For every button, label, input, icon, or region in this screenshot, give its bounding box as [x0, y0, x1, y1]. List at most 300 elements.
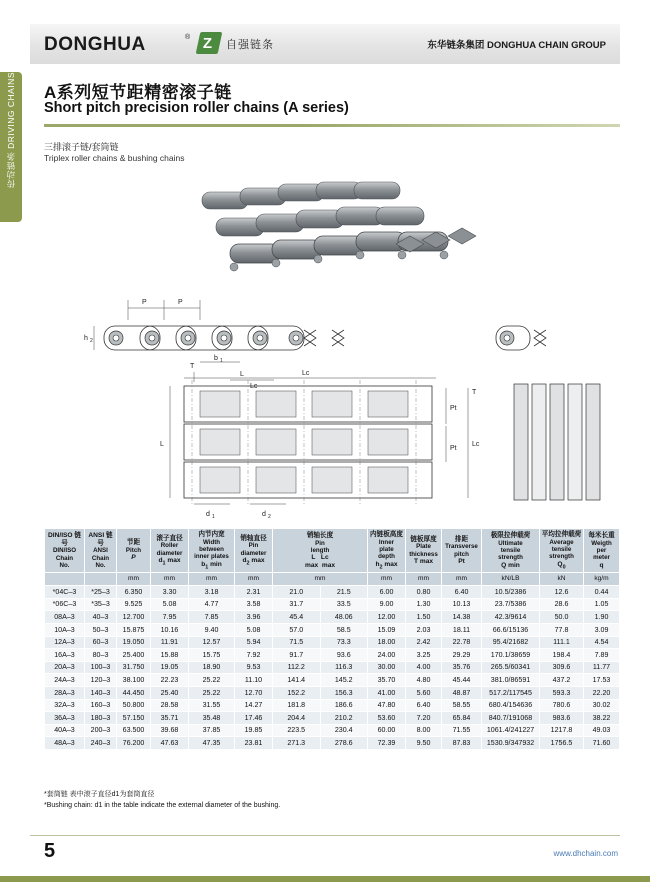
table-cell: 3.96 — [235, 611, 273, 624]
chain-illustration-svg — [44, 168, 620, 520]
table-cell: 77.8 — [540, 623, 584, 636]
footer-divider — [30, 835, 620, 836]
col-head-plate-depth-sym: $h_2$ max — [375, 560, 398, 571]
side-tab-label: 传动链条 DRIVING CHAINS — [6, 72, 16, 188]
svg-text:1: 1 — [220, 358, 223, 364]
col-head-weight-cn: 每米长重 — [588, 531, 615, 539]
table-cell: *25–3 — [85, 586, 117, 599]
table-cell: 17.46 — [235, 712, 273, 725]
table-cell: 9.53 — [235, 661, 273, 674]
table-cell: 1.05 — [584, 598, 620, 611]
table-cell: 200–3 — [85, 724, 117, 737]
table-cell: 1.90 — [584, 611, 620, 624]
table-cell: 840.7/191068 — [482, 712, 540, 725]
table-cell: 271.3 — [273, 737, 321, 750]
table-cell: *35–3 — [85, 598, 117, 611]
table-cell: 36A–3 — [45, 712, 85, 725]
table-row — [45, 699, 620, 712]
footer-accent-bar — [0, 876, 650, 882]
table-cell: 15.875 — [117, 623, 151, 636]
table-cell: 76.200 — [117, 737, 151, 750]
table-cell: 6.00 — [368, 586, 406, 599]
col-head-transverse-pitch-cn: 排距 — [454, 535, 469, 543]
table-cell: 9.525 — [117, 598, 151, 611]
table-cell: 12.00 — [368, 611, 406, 624]
table-cell: 1.50 — [406, 611, 442, 624]
table-cell: 25.40 — [151, 686, 189, 699]
table-cell: 181.8 — [273, 699, 321, 712]
table-cell: 7.89 — [584, 649, 620, 662]
table-cell: 4.00 — [406, 661, 442, 674]
table-row — [45, 649, 620, 662]
table-cell: 5.60 — [406, 686, 442, 699]
table-notes — [44, 790, 280, 811]
svg-text:d: d — [262, 511, 266, 518]
table-cell: 22.78 — [442, 636, 482, 649]
table-cell: 160–3 — [85, 699, 117, 712]
table-cell: 21.5 — [320, 586, 368, 599]
table-cell: 6.40 — [406, 699, 442, 712]
table-cell: 15.09 — [368, 623, 406, 636]
table-cell: 230.4 — [320, 724, 368, 737]
table-row — [45, 712, 620, 725]
table-cell: 22.23 — [151, 674, 189, 687]
brand-name: DONGHUA — [44, 34, 146, 55]
table-cell: 278.6 — [320, 737, 368, 750]
table-cell: 12.70 — [235, 686, 273, 699]
table-cell: 517.2/117545 — [482, 686, 540, 699]
table-cell: 116.3 — [320, 661, 368, 674]
table-cell: 08A–3 — [45, 611, 85, 624]
table-header-row-1 — [45, 529, 620, 573]
unit-pin-diameter: mm — [235, 573, 273, 586]
col-head-pin-length-sym: L Lc max max — [304, 554, 336, 569]
col-head-roller-diameter-sym: $d_1$ max — [158, 557, 181, 567]
page-header — [30, 24, 620, 64]
svg-text:Lc: Lc — [302, 370, 310, 377]
table-cell: 381.0/86591 — [482, 674, 540, 687]
table-cell: 47.35 — [189, 737, 235, 750]
svg-text:Lc: Lc — [250, 383, 258, 390]
subtitle-en: Triplex roller chains & bushing chains — [44, 153, 185, 163]
unit-roller-diameter: mm — [151, 573, 189, 586]
table-cell: 9.40 — [189, 623, 235, 636]
table-cell: 3.09 — [584, 623, 620, 636]
svg-text:T: T — [472, 389, 477, 396]
table-cell: 0.80 — [406, 586, 442, 599]
table-cell: 93.6 — [320, 649, 368, 662]
table-cell: 780.6 — [540, 699, 584, 712]
table-cell: 32A–3 — [45, 699, 85, 712]
unit-ansi — [85, 573, 117, 586]
table-cell: 48.87 — [442, 686, 482, 699]
table-cell: 25.400 — [117, 649, 151, 662]
table-cell: 40A–3 — [45, 724, 85, 737]
table-cell: 1756.5 — [540, 737, 584, 750]
svg-text:Lc: Lc — [472, 441, 480, 448]
table-cell: 4.80 — [406, 674, 442, 687]
table-cell: 7.20 — [406, 712, 442, 725]
table-cell: 3.30 — [151, 586, 189, 599]
table-cell: 58.5 — [320, 623, 368, 636]
table-cell: 10.13 — [442, 598, 482, 611]
col-head-average-strength — [540, 529, 584, 573]
col-head-dinso-cn: DIN/ISO 链号 — [48, 531, 81, 547]
col-head-plate-thickness-en: Plate thickness — [409, 543, 438, 558]
table-row — [45, 661, 620, 674]
table-cell: 5.08 — [235, 623, 273, 636]
col-head-ansi-en: ANSI Chain No. — [91, 547, 110, 570]
svg-text:d: d — [206, 511, 210, 518]
svg-text:P: P — [142, 299, 147, 306]
note-en: *Bushing chain: d1 in the table indicate the external diameter of the bushing. — [44, 801, 281, 809]
table-cell: 19.050 — [117, 636, 151, 649]
table-cell: 12.6 — [540, 586, 584, 599]
table-cell: 111.1 — [540, 636, 584, 649]
table-cell: 112.2 — [273, 661, 321, 674]
table-cell: 19.05 — [151, 661, 189, 674]
table-cell: 5.08 — [151, 598, 189, 611]
side-tab-driving-chains — [0, 72, 22, 222]
col-head-average-strength-en: Average tensile strength — [549, 538, 574, 561]
table-cell: 41.00 — [368, 686, 406, 699]
table-body — [45, 586, 620, 750]
drawing-plan-view — [160, 355, 600, 520]
table-row — [45, 586, 620, 599]
table-cell: 50.800 — [117, 699, 151, 712]
table-cell: 9.00 — [368, 598, 406, 611]
col-head-pin-diameter — [235, 529, 273, 573]
table-cell: 10.5/2386 — [482, 586, 540, 599]
col-head-transverse-pitch-sym: Pt — [458, 558, 465, 565]
table-cell: 33.5 — [320, 598, 368, 611]
col-head-transverse-pitch — [442, 529, 482, 573]
brand-name-cn: 自强链条 — [226, 39, 274, 51]
col-head-ultimate-strength-sym: Q min — [501, 561, 520, 569]
table-cell: 4.54 — [584, 636, 620, 649]
table-row — [45, 686, 620, 699]
table-row — [45, 674, 620, 687]
table-row — [45, 737, 620, 750]
table-row — [45, 623, 620, 636]
table-cell: 23.7/5386 — [482, 598, 540, 611]
table-cell: 9.50 — [406, 737, 442, 750]
table-cell: 48.06 — [320, 611, 368, 624]
table-cell: 100–3 — [85, 661, 117, 674]
table-cell: *06C–3 — [45, 598, 85, 611]
table-cell: 10.16 — [151, 623, 189, 636]
table-cell: 31.7 — [273, 598, 321, 611]
table-cell: 35.70 — [368, 674, 406, 687]
unit-dinso — [45, 573, 85, 586]
illustration-area — [44, 168, 620, 520]
table-cell: 15.88 — [151, 649, 189, 662]
svg-text:2: 2 — [90, 338, 93, 344]
table-cell: 45.4 — [273, 611, 321, 624]
col-head-ultimate-strength-cn: 极限拉伸载荷 — [490, 531, 531, 539]
table-cell: 6.40 — [442, 586, 482, 599]
table-cell: 120–3 — [85, 674, 117, 687]
table-cell: 16A–3 — [45, 649, 85, 662]
chain-photo — [202, 182, 476, 271]
table-cell: 11.10 — [235, 674, 273, 687]
svg-text:h: h — [84, 335, 88, 342]
table-cell: 95.4/21682 — [482, 636, 540, 649]
table-cell: 91.7 — [273, 649, 321, 662]
table-cell: 71.55 — [442, 724, 482, 737]
table-cell: 18.00 — [368, 636, 406, 649]
table-cell: 11.91 — [151, 636, 189, 649]
drawing-side-view — [84, 299, 546, 350]
table-cell: 23.81 — [235, 737, 273, 750]
table-cell: 35.71 — [151, 712, 189, 725]
specification-table — [44, 528, 620, 750]
table-cell: 42.3/9614 — [482, 611, 540, 624]
table-cell: 25.22 — [189, 674, 235, 687]
table-cell: 10A–3 — [45, 623, 85, 636]
unit-average-strength: kN — [540, 573, 584, 586]
col-head-average-strength-sym: $Q_0$ — [557, 560, 566, 571]
table-cell: 198.4 — [540, 649, 584, 662]
svg-text:L: L — [160, 441, 164, 448]
col-head-roller-diameter-en: Roller diameter — [156, 542, 183, 557]
col-head-ansi-cn: ANSI 链号 — [88, 531, 113, 547]
table-cell: 57.150 — [117, 712, 151, 725]
table-cell: 49.03 — [584, 724, 620, 737]
table-cell: 48A–3 — [45, 737, 85, 750]
table-cell: 983.6 — [540, 712, 584, 725]
unit-transverse-pitch: mm — [442, 573, 482, 586]
table-cell: 680.4/154636 — [482, 699, 540, 712]
table-cell: 28.6 — [540, 598, 584, 611]
logo-letter: Z — [202, 35, 213, 52]
col-head-dinso — [45, 529, 85, 573]
table-cell: 18.11 — [442, 623, 482, 636]
table-cell: 25.22 — [189, 686, 235, 699]
col-head-inner-width-sym: $b_1$ min — [201, 560, 222, 571]
col-head-ansi — [85, 529, 117, 573]
table-cell: 7.95 — [151, 611, 189, 624]
unit-plate-depth: mm — [368, 573, 406, 586]
table-cell: 11.77 — [584, 661, 620, 674]
table-cell: 17.53 — [584, 674, 620, 687]
table-cell: 0.44 — [584, 586, 620, 599]
unit-weight: kg/m — [584, 573, 620, 586]
registered-trademark-icon: ® — [185, 34, 191, 41]
col-head-plate-depth-cn: 内链板高度 — [370, 531, 403, 538]
col-head-pin-diameter-cn: 销轴直径 — [240, 534, 267, 542]
table-cell: 2.42 — [406, 636, 442, 649]
table-cell: 60.00 — [368, 724, 406, 737]
table-cell: 14.27 — [235, 699, 273, 712]
table-cell: 437.2 — [540, 674, 584, 687]
unit-plate-thickness: mm — [406, 573, 442, 586]
col-head-weight — [584, 529, 620, 573]
unit-pitch: mm — [117, 573, 151, 586]
table-cell: 53.60 — [368, 712, 406, 725]
table-cell: 170.1/38659 — [482, 649, 540, 662]
table-cell: 31.55 — [189, 699, 235, 712]
table-cell: 2.31 — [235, 586, 273, 599]
table-cell: 3.18 — [189, 586, 235, 599]
table-cell: 44.450 — [117, 686, 151, 699]
col-head-pin-diameter-sym: $d_2$ max — [242, 557, 265, 567]
col-head-pin-length-en: Pin length — [310, 539, 330, 554]
table-cell: 1530.9/347932 — [482, 737, 540, 750]
table-cell: 71.5 — [273, 636, 321, 649]
col-head-plate-depth — [368, 529, 406, 573]
svg-text:2: 2 — [268, 514, 271, 520]
table-cell: 63.500 — [117, 724, 151, 737]
svg-text:1: 1 — [212, 514, 215, 520]
col-head-pitch-cn: 节距 — [126, 539, 141, 547]
col-head-weight-sym: q — [599, 561, 604, 569]
table-cell: 309.6 — [540, 661, 584, 674]
table-head — [45, 529, 620, 586]
table-cell: 50–3 — [85, 623, 117, 636]
svg-text:Pt: Pt — [450, 445, 457, 452]
col-head-pin-length — [273, 529, 368, 573]
table-row — [45, 611, 620, 624]
table-cell: 15.75 — [189, 649, 235, 662]
page-title-en: Short pitch precision roller chains (A series) — [44, 100, 349, 116]
col-head-inner-width — [189, 529, 235, 573]
table-cell: 20A–3 — [45, 661, 85, 674]
col-head-plate-thickness — [406, 529, 442, 573]
table-cell: 28.58 — [151, 699, 189, 712]
table-cell: 21.0 — [273, 586, 321, 599]
table-cell: 24.00 — [368, 649, 406, 662]
col-head-weight-en: Weigth per meter — [591, 539, 612, 562]
table-cell: 58.55 — [442, 699, 482, 712]
table-cell: 140–3 — [85, 686, 117, 699]
table-cell: 30.00 — [368, 661, 406, 674]
table-cell: 1061.4/241227 — [482, 724, 540, 737]
col-head-plate-thickness-sym: T max — [413, 558, 434, 565]
table-cell: 12.57 — [189, 636, 235, 649]
table-cell: 37.85 — [189, 724, 235, 737]
col-head-ultimate-strength-en: Ultimate tensile strength — [498, 539, 523, 562]
unit-ultimate-strength: kN/LB — [482, 573, 540, 586]
table-cell: 240–3 — [85, 737, 117, 750]
table-cell: 22.20 — [584, 686, 620, 699]
table-cell: 1.30 — [406, 598, 442, 611]
subtitle-cn: 三排滚子链/套筒链 — [44, 142, 119, 152]
logo-mark-icon — [196, 32, 223, 54]
table-cell: 47.80 — [368, 699, 406, 712]
svg-text:Pt: Pt — [450, 405, 457, 412]
col-head-plate-depth-en: Inner plate depth — [378, 538, 395, 561]
col-head-ultimate-strength — [482, 529, 540, 573]
table-cell: 66.6/15136 — [482, 623, 540, 636]
table-cell: 40–3 — [85, 611, 117, 624]
col-head-pitch-sym: P — [131, 554, 136, 562]
table-cell: 3.25 — [406, 649, 442, 662]
table-cell: 8.00 — [406, 724, 442, 737]
col-head-roller-diameter — [151, 529, 189, 573]
table-cell: 73.3 — [320, 636, 368, 649]
col-head-average-strength-cn: 平均拉伸载荷 — [541, 531, 582, 538]
col-head-pitch — [117, 529, 151, 573]
table-cell: 29.29 — [442, 649, 482, 662]
table-cell: 156.3 — [320, 686, 368, 699]
table-cell: 28A–3 — [45, 686, 85, 699]
unit-pin-length: mm — [273, 573, 368, 586]
table-cell: 152.2 — [273, 686, 321, 699]
table-cell: 14.38 — [442, 611, 482, 624]
table-cell: 30.02 — [584, 699, 620, 712]
table-cell: 45.44 — [442, 674, 482, 687]
col-head-pin-length-cn: 销轴长度 — [306, 531, 334, 539]
col-head-plate-thickness-cn: 链板厚度 — [410, 535, 437, 543]
col-head-dinso-en: DIN/ISO Chain No. — [52, 547, 77, 570]
table-cell: 80–3 — [85, 649, 117, 662]
title-divider — [44, 124, 620, 127]
table-cell: 18.90 — [189, 661, 235, 674]
col-head-pin-diameter-en: Pin diameter — [240, 542, 267, 557]
table-cell: 19.85 — [235, 724, 273, 737]
svg-text:L: L — [240, 371, 244, 378]
svg-text:T: T — [190, 363, 195, 370]
svg-text:P: P — [178, 299, 183, 306]
col-head-inner-width-cn: 内节内宽 — [198, 531, 225, 538]
unit-inner-width: mm — [189, 573, 235, 586]
company-name: 东华链条集团 DONGHUA CHAIN GROUP — [427, 40, 606, 51]
col-head-pitch-en: Pitch — [125, 547, 142, 555]
table-cell: 180–3 — [85, 712, 117, 725]
table-cell: 38.100 — [117, 674, 151, 687]
table-cell: 39.68 — [151, 724, 189, 737]
table-cell: 38.22 — [584, 712, 620, 725]
table-cell: 7.85 — [189, 611, 235, 624]
table-cell: 47.63 — [151, 737, 189, 750]
table-row — [45, 636, 620, 649]
page-title-cn: A系列短节距精密滚子链 — [44, 83, 232, 102]
table-cell: 12.700 — [117, 611, 151, 624]
table-cell: 265.5/60341 — [482, 661, 540, 674]
table-cell: 57.0 — [273, 623, 321, 636]
table-cell: 210.2 — [320, 712, 368, 725]
table-cell: 50.0 — [540, 611, 584, 624]
table-cell: 71.60 — [584, 737, 620, 750]
table-cell: 72.39 — [368, 737, 406, 750]
table-cell: 6.350 — [117, 586, 151, 599]
table-cell: 145.2 — [320, 674, 368, 687]
table-cell: 4.77 — [189, 598, 235, 611]
table-cell: 1217.8 — [540, 724, 584, 737]
table-cell: 141.4 — [273, 674, 321, 687]
svg-text:b: b — [214, 355, 218, 362]
table-cell: 35.76 — [442, 661, 482, 674]
table-cell: 7.92 — [235, 649, 273, 662]
table-cell: 35.48 — [189, 712, 235, 725]
table-cell: 60–3 — [85, 636, 117, 649]
col-head-roller-diameter-cn: 滚子直径 — [156, 534, 183, 542]
note-cn: *套筒链 表中滚子直径d1为套筒直径 — [44, 791, 155, 798]
page-number: 5 — [44, 840, 56, 862]
table-cell: 593.3 — [540, 686, 584, 699]
table-cell: 12A–3 — [45, 636, 85, 649]
table-cell: 65.84 — [442, 712, 482, 725]
table-cell: 5.94 — [235, 636, 273, 649]
table-cell: 204.4 — [273, 712, 321, 725]
table-cell: 223.5 — [273, 724, 321, 737]
col-head-inner-width-en: Width between inner plates — [194, 538, 229, 561]
table-cell: 186.6 — [320, 699, 368, 712]
table-units-row — [45, 573, 620, 586]
table-cell: 3.58 — [235, 598, 273, 611]
website-link[interactable]: www.dhchain.com — [553, 849, 618, 858]
